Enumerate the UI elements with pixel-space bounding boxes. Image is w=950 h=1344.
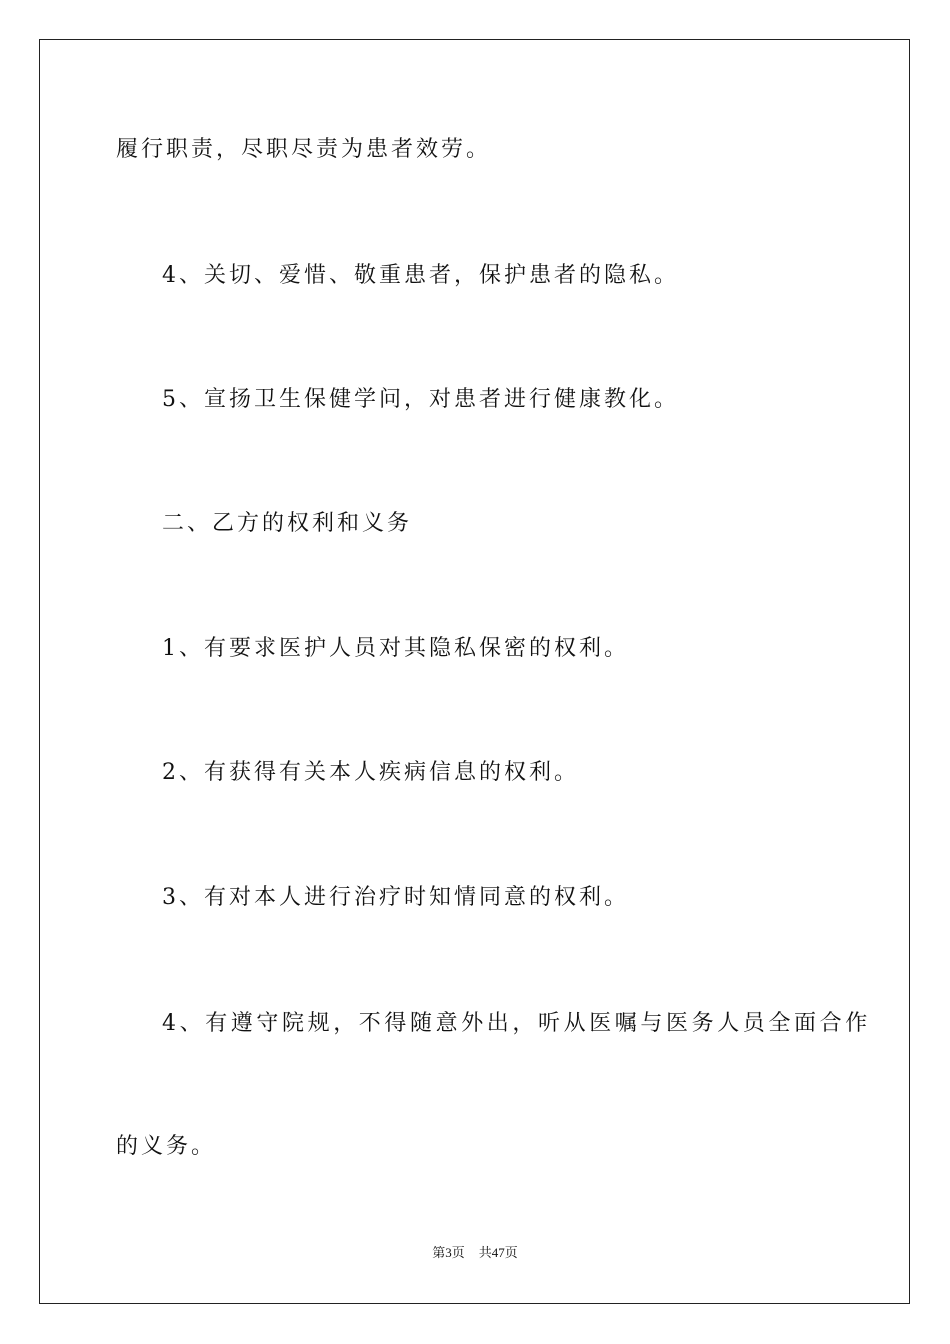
page-border bbox=[39, 39, 910, 1304]
page-footer bbox=[0, 1244, 950, 1262]
page-number: 第3页 bbox=[432, 1245, 465, 1260]
paragraph-line-2: 4、关切、爱惜、敬重患者，保护患者的隐私。 bbox=[162, 263, 679, 288]
paragraph-line-8: 的义务。 bbox=[116, 1134, 217, 1159]
paragraph-line-6: 3、有对本人进行治疗时知情同意的权利。 bbox=[162, 885, 629, 910]
paragraph-line-1: 履行职责，尽职尽责为患者效劳。 bbox=[116, 137, 492, 162]
total-pages: 共47页 bbox=[478, 1245, 518, 1260]
paragraph-line-7: 4、有遵守院规，不得随意外出，听从医嘱与医务人员全面合作 bbox=[162, 1011, 871, 1036]
paragraph-line-3: 5、宣扬卫生保健学问，对患者进行健康教化。 bbox=[162, 387, 679, 412]
section-heading: 二、乙方的权利和义务 bbox=[162, 511, 413, 536]
paragraph-line-5: 2、有获得有关本人疾病信息的权利。 bbox=[162, 760, 579, 785]
paragraph-line-4: 1、有要求医护人员对其隐私保密的权利。 bbox=[162, 636, 629, 661]
